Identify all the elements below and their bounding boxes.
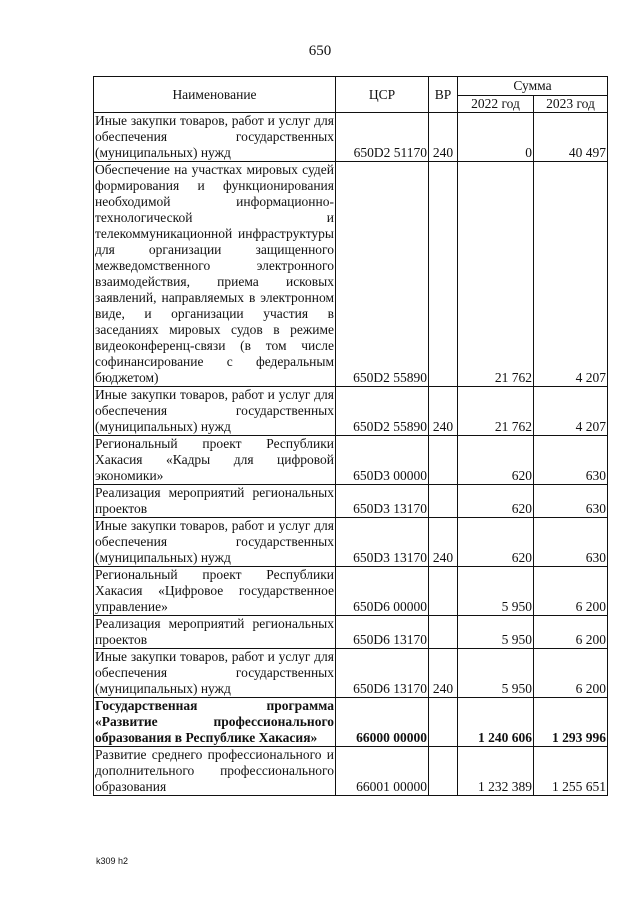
row-sum-2022: 5 950	[458, 649, 534, 698]
row-csr: 650D2 55890	[336, 387, 429, 436]
row-vr	[429, 616, 458, 649]
row-vr	[429, 485, 458, 518]
row-sum-2022: 1 240 606	[458, 698, 534, 747]
row-name: Государственная программа «Развитие профессионального образования в Республике Хакасия»	[95, 698, 334, 745]
header-vr: ВР	[429, 77, 458, 113]
budget-table	[93, 76, 608, 796]
header-csr: ЦСР	[336, 77, 429, 113]
row-csr: 650D6 13170	[336, 649, 429, 698]
row-name: Региональный проект Республики Хакасия «Кадры для цифровой экономики»	[95, 436, 334, 483]
row-sum-2023: 6 200	[534, 616, 608, 649]
row-name: Иные закупки товаров, работ и услуг для обеспечения государственных (муниципальных) нужд	[95, 518, 334, 565]
table-row	[94, 387, 608, 436]
row-csr: 650D3 00000	[336, 436, 429, 485]
row-sum-2022: 1 232 389	[458, 747, 534, 796]
row-sum-2022: 620	[458, 518, 534, 567]
row-vr	[429, 747, 458, 796]
row-vr	[429, 567, 458, 616]
row-csr: 650D6 13170	[336, 616, 429, 649]
row-name: Реализация мероприятий региональных проектов	[95, 485, 334, 516]
row-name: Иные закупки товаров, работ и услуг для обеспечения государственных (муниципальных) нужд	[95, 649, 334, 696]
row-sum-2023: 630	[534, 485, 608, 518]
row-csr: 66001 00000	[336, 747, 429, 796]
row-sum-2023: 6 200	[534, 649, 608, 698]
row-vr: 240	[429, 113, 458, 162]
row-sum-2022: 0	[458, 113, 534, 162]
table-row	[94, 162, 608, 387]
row-sum-2022: 5 950	[458, 616, 534, 649]
row-sum-2022: 21 762	[458, 387, 534, 436]
row-vr	[429, 698, 458, 747]
row-sum-2023: 630	[534, 436, 608, 485]
table-header	[94, 77, 608, 113]
row-vr	[429, 436, 458, 485]
row-sum-2022: 5 950	[458, 567, 534, 616]
table-row	[94, 747, 608, 796]
table-row	[94, 436, 608, 485]
footer-code: k309 h2	[96, 856, 129, 866]
table-row	[94, 518, 608, 567]
row-sum-2023: 40 497	[534, 113, 608, 162]
row-sum-2022: 620	[458, 485, 534, 518]
table-row	[94, 698, 608, 747]
header-year-2023: 2023 год	[534, 96, 608, 113]
table-body	[94, 113, 608, 796]
row-sum-2023: 4 207	[534, 387, 608, 436]
row-csr: 66000 00000	[336, 698, 429, 747]
row-sum-2022: 620	[458, 436, 534, 485]
page-number: 650	[308, 43, 332, 59]
row-name: Иные закупки товаров, работ и услуг для обеспечения государственных (муниципальных) нужд	[95, 113, 334, 160]
row-name: Обеспечение на участках мировых судей формирования и функционирования необходимой информационно-технологической и телекоммуникационной инфраструктуры для организации защищенного межведомственного электронного взаимодействия, приема исковых заявлений, направляемых в электронном виде, и организации участия в заседаниях мировых судов в режиме видеоконференц-связи (в том числе софинансирование с федеральным бюджетом)	[95, 162, 334, 385]
row-name: Развитие среднего профессионального и дополнительного профессионального образования	[95, 747, 334, 794]
row-name: Реализация мероприятий региональных проектов	[95, 616, 334, 647]
header-sum: Сумма	[458, 77, 608, 96]
row-name: Региональный проект Республики Хакасия «Цифровое государственное управление»	[95, 567, 334, 614]
row-vr: 240	[429, 518, 458, 567]
row-vr	[429, 162, 458, 387]
row-vr: 240	[429, 387, 458, 436]
table-row	[94, 567, 608, 616]
row-csr: 650D2 51170	[336, 113, 429, 162]
row-csr: 650D3 13170	[336, 485, 429, 518]
row-csr: 650D3 13170	[336, 518, 429, 567]
table-row	[94, 485, 608, 518]
row-sum-2023: 630	[534, 518, 608, 567]
row-sum-2023: 1 255 651	[534, 747, 608, 796]
row-sum-2023: 4 207	[534, 162, 608, 387]
table-row	[94, 649, 608, 698]
table-row	[94, 616, 608, 649]
header-year-2022: 2022 год	[458, 96, 534, 113]
row-csr: 650D2 55890	[336, 162, 429, 387]
row-name: Иные закупки товаров, работ и услуг для обеспечения государственных (муниципальных) нужд	[95, 387, 334, 434]
row-vr: 240	[429, 649, 458, 698]
header-name: Наименование	[94, 77, 336, 113]
table-row	[94, 113, 608, 162]
row-csr: 650D6 00000	[336, 567, 429, 616]
row-sum-2022: 21 762	[458, 162, 534, 387]
row-sum-2023: 6 200	[534, 567, 608, 616]
row-sum-2023: 1 293 996	[534, 698, 608, 747]
